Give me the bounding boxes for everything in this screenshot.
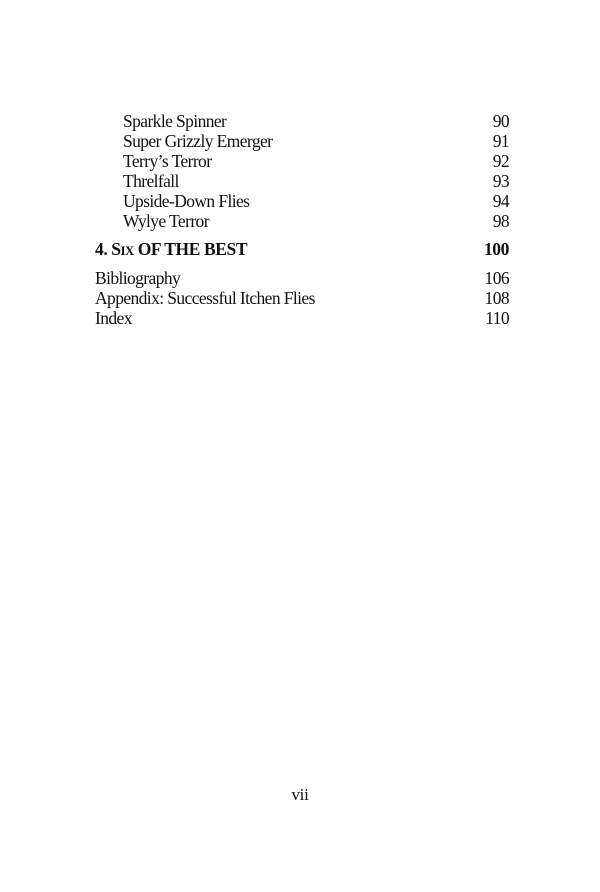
toc-entry-page: 91 xyxy=(492,131,509,151)
toc-entry xyxy=(95,211,509,231)
toc-entry-page: 93 xyxy=(492,171,509,191)
toc-entry xyxy=(95,151,509,171)
toc-back-matter-entry xyxy=(95,288,509,308)
toc-entry-page: 98 xyxy=(492,211,509,231)
toc-entry-page: 90 xyxy=(492,111,509,131)
toc-chapter-entry xyxy=(95,239,509,261)
toc-entry xyxy=(95,131,509,151)
toc-back-matter-entry xyxy=(95,268,509,288)
toc-entry-page: 110 xyxy=(485,308,509,328)
chapter-title-rest: OF THE BEST xyxy=(133,239,248,259)
toc-entry-page: 108 xyxy=(484,288,509,308)
chapter-title xyxy=(95,239,247,261)
toc-entry-title: Index xyxy=(95,308,132,328)
chapter-number: 4. S xyxy=(95,239,121,259)
toc-entry-title: Bibliography xyxy=(95,268,181,288)
toc-entry-title: Appendix: Successful Itchen Flies xyxy=(95,288,315,308)
toc-entry-page: 106 xyxy=(484,268,509,288)
chapter-smallcaps: IX xyxy=(120,244,134,258)
toc-entry-title: Terry’s Terror xyxy=(123,151,212,171)
toc-entry-title: Upside-Down Flies xyxy=(123,191,250,211)
toc-entry-title: Wylye Terror xyxy=(123,211,209,231)
toc-entry-title: Sparkle Spinner xyxy=(123,111,227,131)
table-of-contents xyxy=(95,111,509,328)
toc-entry-title: Super Grizzly Emerger xyxy=(123,131,273,151)
chapter-page: 100 xyxy=(483,239,509,259)
page-number: vii xyxy=(291,785,309,804)
toc-entry-page: 92 xyxy=(492,151,509,171)
toc-entry xyxy=(95,191,509,211)
toc-entry-title: Threlfall xyxy=(123,171,179,191)
toc-entry xyxy=(95,111,509,131)
toc-entry-page: 94 xyxy=(492,191,509,211)
toc-back-matter-entry xyxy=(95,308,509,328)
toc-entry xyxy=(95,171,509,191)
